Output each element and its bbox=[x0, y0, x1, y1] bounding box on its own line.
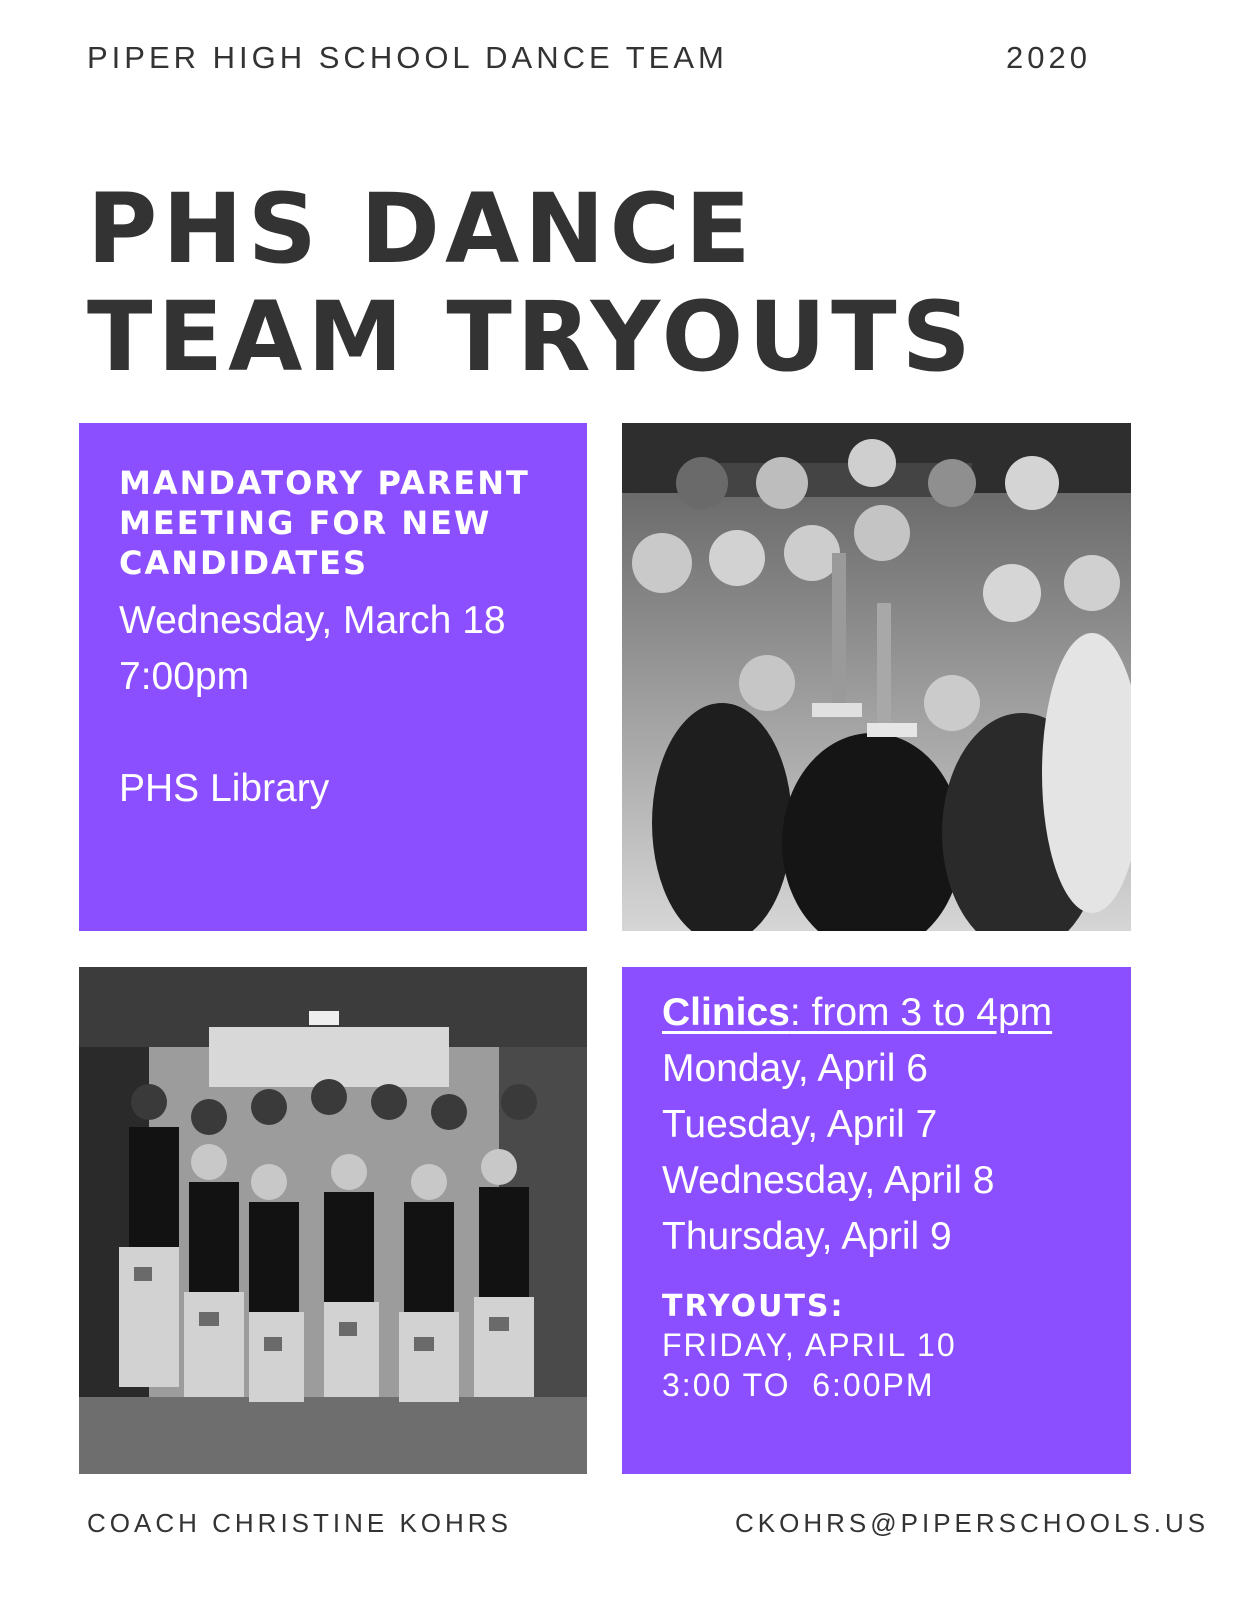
team-name: PIPER HIGH SCHOOL DANCE TEAM bbox=[87, 40, 728, 75]
team-lockers-photo bbox=[79, 967, 587, 1474]
tryouts-label: TRYOUTS: bbox=[662, 1289, 845, 1324]
team-trophy-photo bbox=[622, 423, 1131, 931]
meeting-heading: MANDATORY PARENT MEETING FOR NEW CANDIDATES bbox=[119, 464, 530, 582]
clinic-day: Wednesday, April 8 bbox=[662, 1159, 995, 1202]
meeting-date: Wednesday, March 18 bbox=[119, 599, 506, 642]
tryouts-time: 3:00 TO 6:00PM bbox=[662, 1367, 935, 1403]
coach-name: COACH CHRISTINE KOHRS bbox=[87, 1508, 512, 1538]
coach-email: CKOHRS@PIPERSCHOOLS.US bbox=[735, 1508, 1210, 1538]
year: 2020 bbox=[1006, 40, 1091, 75]
clinics-time-range: : from 3 to 4pm bbox=[789, 991, 1053, 1034]
tryouts-date: FRIDAY, APRIL 10 bbox=[662, 1327, 957, 1363]
clinics-heading bbox=[662, 985, 1111, 1041]
clinic-day: Thursday, April 9 bbox=[662, 1215, 952, 1258]
title-line-1: PHS DANCE bbox=[87, 173, 756, 285]
clinics-panel bbox=[622, 967, 1131, 1474]
meeting-panel bbox=[79, 423, 587, 931]
meeting-location: PHS Library bbox=[119, 767, 330, 810]
clinics-label: Clinics bbox=[662, 991, 790, 1034]
clinic-day: Tuesday, April 7 bbox=[662, 1103, 938, 1146]
meeting-time: 7:00pm bbox=[119, 655, 250, 698]
page-title bbox=[87, 175, 976, 391]
title-line-2: TEAM TRYOUTS bbox=[87, 281, 976, 393]
clinic-day: Monday, April 6 bbox=[662, 1047, 928, 1090]
